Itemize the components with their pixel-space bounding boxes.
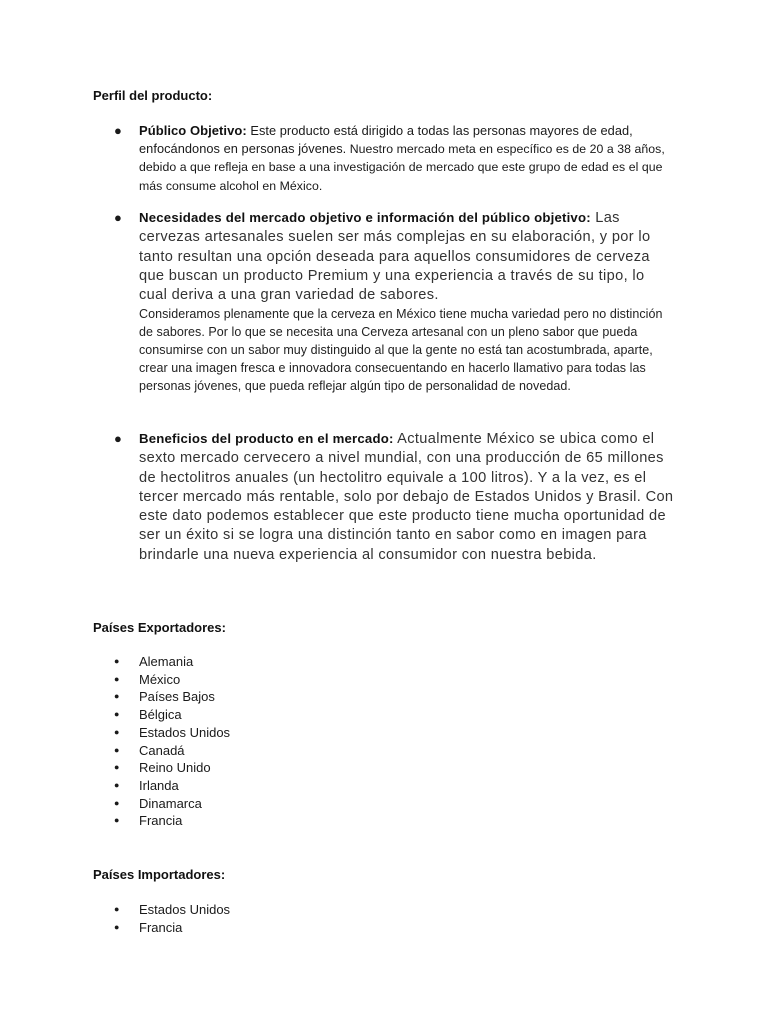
necesidades-label: Necesidades del mercado objetivo e información del público objetivo: xyxy=(139,210,591,225)
necesidades-content xyxy=(139,208,674,395)
publico-objetivo-label: Público Objetivo: xyxy=(139,123,247,138)
publico-objetivo-text xyxy=(139,122,674,195)
section-heading-exportadores: Países Exportadores: xyxy=(93,620,226,635)
list-item: ● Estados Unidos xyxy=(114,901,230,919)
list-item: ● México xyxy=(114,671,230,689)
list-item: ● Francia xyxy=(114,812,230,830)
list-item: ● Países Bajos xyxy=(114,688,230,706)
bullet-icon: ● xyxy=(114,210,122,225)
list-item: ● Reino Unido xyxy=(114,759,230,777)
list-item: ● Estados Unidos xyxy=(114,724,230,742)
necesidades-paragraph: Consideramos plenamente que la cerveza en México tiene mucha variedad pero no distinción de sabores. Por lo que se necesita una Cerveza artesanal con un pleno sabor que pueda consumirse con un sabor muy distinguido al que la gente no está tan acostumbrada, aparte, crear una imagen fresca e innovadora consecuentando en hacerlo llamativo para todas las personas jóvenes, que pueda reflejar algún tipo de personalidad de novedad. xyxy=(139,307,663,394)
list-item: ● Alemania xyxy=(114,653,230,671)
publico-objetivo-text-b: Nuestro mercado meta en específico es de 20 a 38 años, debido a que refleja en base a una investigación de mercado que este grupo de edad es el que más consume alcohol en México. xyxy=(139,141,665,193)
list-item: ● Canadá xyxy=(114,742,230,760)
beneficios-body: Actualmente México se ubica como el sexto mercado cervecero a nivel mundial, con una producción de 65 millones de hectolitros anuales (un hectolitro equivale a 100 litros). Y a la vez, es el tercer mercado más rentable, solo por debajo de Estados Unidos y Brasil. Con este dato podemos establecer que este producto tiene mucha oportunidad de ser un éxito si se logra una distinción tanto en sabor como en imagen para brindarle una nueva experiencia al consumidor con nuestra bebida. xyxy=(139,431,674,563)
list-item-necesidades xyxy=(114,208,674,395)
necesidades-text xyxy=(139,208,674,305)
beneficios-label: Beneficios del producto en el mercado: xyxy=(139,431,394,446)
list-item: ● Dinamarca xyxy=(114,795,230,813)
list-item: ● Bélgica xyxy=(114,706,230,724)
importadores-list xyxy=(114,901,230,936)
list-item: ● Francia xyxy=(114,919,230,937)
list-item: ● Irlanda xyxy=(114,777,230,795)
bullet-icon: ● xyxy=(114,123,122,138)
bullet-icon: ● xyxy=(114,431,122,446)
publico-objetivo-text-a: Este producto está dirigido a todas las personas mayores de edad, enfocándonos en personas jóvenes. xyxy=(139,123,633,156)
section-heading-perfil: Perfil del producto: xyxy=(93,88,213,103)
beneficios-text xyxy=(139,429,674,565)
list-item-beneficios xyxy=(114,429,674,565)
necesidades-body: Las cervezas artesanales suelen ser más complejas en su elaboración, y por lo tanto resultan una opción deseada para aquellos consumidores de cerveza que buscan un producto Premium y una experiencia a través de su tipo, lo cual deriva a una gran variedad de sabores. xyxy=(139,210,651,304)
section-heading-importadores: Países Importadores: xyxy=(93,867,226,882)
exportadores-list xyxy=(114,653,230,830)
list-item-publico-objetivo xyxy=(114,122,674,195)
